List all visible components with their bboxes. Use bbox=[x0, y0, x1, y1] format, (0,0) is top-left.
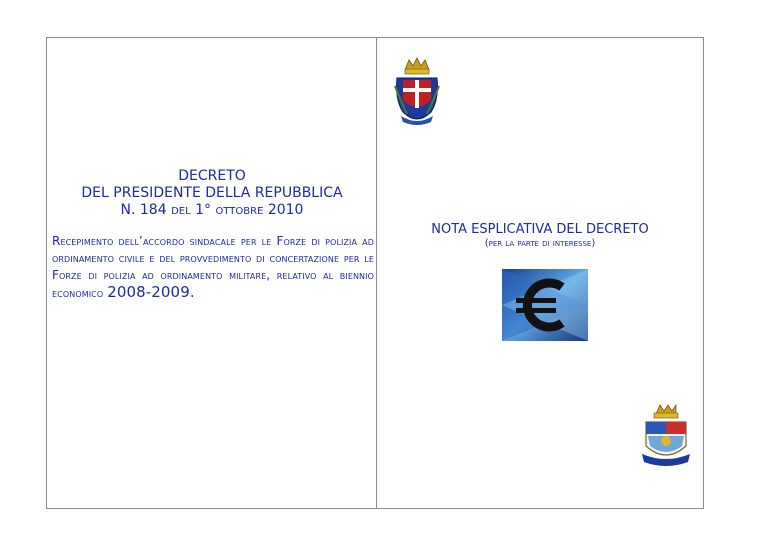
military-crest-icon bbox=[638, 402, 694, 470]
decree-number: N. 184 bbox=[120, 202, 167, 218]
title-line-1: DECRETO bbox=[178, 168, 246, 184]
nota-subtitle: (per la parte di interesse) bbox=[484, 238, 596, 249]
decree-description bbox=[52, 233, 374, 302]
description-years: 2008-2009. bbox=[107, 283, 195, 301]
carabinieri-crest-icon bbox=[393, 56, 441, 126]
description-text: Recepimento dell’accordo sindacale per le Forze di polizia ad ordinamento civile e del provvedimento di concertazione per le Forze di polizia ad ordinamento militare, relativo al biennio economico bbox=[52, 234, 374, 300]
decree-date: del 1° ottobre 2010 bbox=[171, 202, 304, 218]
explanatory-note-heading bbox=[400, 222, 680, 251]
page-divider bbox=[376, 37, 377, 509]
euro-symbol-icon bbox=[502, 269, 588, 341]
title-line-3 bbox=[50, 202, 374, 219]
title-line-2: DEL PRESIDENTE DELLA REPUBBLICA bbox=[81, 185, 343, 201]
decree-title bbox=[50, 168, 374, 219]
nota-title: NOTA ESPLICATIVA DEL DECRETO bbox=[431, 222, 649, 237]
